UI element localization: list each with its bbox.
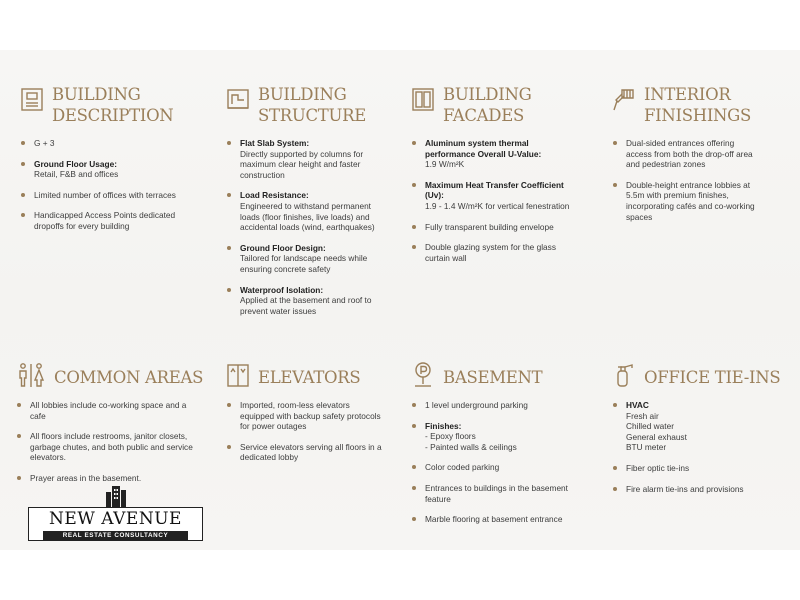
list-item (612, 463, 777, 474)
section-interior-finishings (612, 84, 762, 232)
item-text: 1 level underground parking (425, 400, 528, 410)
section-title: COMMON AREAS (54, 368, 204, 387)
list-item (226, 442, 386, 463)
list-item (411, 138, 571, 170)
section-basement (411, 360, 596, 535)
item-text: Prayer areas in the basement. (30, 472, 142, 483)
item-text: Fully transparent building envelope (425, 221, 554, 232)
item-label: Load Resistance: (240, 190, 309, 201)
list-item (411, 222, 571, 233)
logo-frame (28, 507, 203, 541)
item-text: Limited number of offices with terraces (34, 189, 176, 200)
list-item (411, 421, 596, 453)
item-text: G + 3 (34, 138, 55, 148)
list-item (411, 180, 571, 212)
item-text: Fiber optic tie-ins (626, 462, 690, 473)
item-text: Directly supported by columns for maximum clear height and faster construction (240, 148, 364, 180)
item-text: Dual-sided entrances offering access from both the drop-off area and pedestrian zones (626, 138, 753, 170)
item-label: Flat Slab System: (240, 138, 310, 148)
item-text: Double-height entrance lobbies at 5.5m with premium finishes, incorporating cafés and co-working spaces (626, 179, 755, 222)
item-list (226, 138, 391, 316)
list-item (226, 138, 391, 180)
item-list (226, 400, 386, 463)
item-text: Entrances to buildings in the basement feature (425, 482, 568, 504)
window-icon (411, 86, 435, 112)
section-title: BASEMENT (443, 368, 543, 387)
list-item (226, 400, 386, 432)
item-text: Double glazing system for the glass curtain wall (425, 242, 556, 263)
section-title: INTERIOR FINISHINGS (644, 85, 752, 125)
section-elevators (226, 360, 386, 473)
item-list (411, 138, 571, 263)
item-text: Engineered to withstand permanent loads (floor finishes, live loads) and accidental loads (wind, earthquakes) (240, 200, 375, 233)
list-item (411, 483, 596, 504)
list-item (411, 514, 596, 525)
item-text: All floors include restrooms, janitor closets, garbage chutes, and both public and service elevators. (30, 431, 193, 463)
list-item (16, 400, 201, 421)
item-text: Imported, room-less elevators equipped with backup safety protocols for power outages (240, 400, 381, 432)
building-logo-icon (104, 482, 128, 508)
item-text: Fresh air Chilled water General exhaust BTU meter (626, 410, 687, 453)
item-list (612, 138, 762, 222)
list-item (612, 138, 762, 170)
item-text: Applied at the basement and roof to prevent water issues (240, 295, 372, 316)
section-title: BUILDING FACADES (443, 85, 532, 125)
item-text: - Epoxy floors - Painted walls & ceilings (425, 431, 517, 452)
list-item (226, 190, 391, 232)
list-item (411, 242, 571, 263)
item-text: Color coded parking (425, 462, 500, 473)
fire-extinguisher-icon (612, 362, 636, 388)
list-item (226, 243, 391, 275)
blueprint-icon (226, 86, 250, 112)
list-item (612, 484, 777, 495)
item-label: Ground Floor Usage: (34, 158, 117, 169)
item-text: Service elevators serving all floors in a dedicated lobby (240, 441, 382, 463)
company-logo (28, 499, 203, 541)
list-item (16, 431, 201, 463)
section-title: ELEVATORS (258, 368, 361, 387)
item-text: Retail, F&B and offices (34, 169, 119, 180)
item-label: Finishes: (425, 420, 462, 431)
list-item (20, 138, 200, 149)
item-label: Waterproof Isolation: (240, 284, 324, 295)
item-label: Maximum Heat Transfer Coefficient (Uv): (425, 179, 564, 201)
restroom-icon (16, 362, 46, 388)
list-item (20, 190, 200, 201)
logo-tagline: REAL ESTATE CONSULTANCY (43, 531, 188, 540)
section-building-description (20, 84, 200, 242)
list-item (20, 210, 200, 231)
item-text: 1.9 - 1.4 W/m²K for vertical fenestration (425, 200, 570, 211)
item-text: 1.9 W/m²K (425, 159, 465, 170)
item-list (16, 400, 201, 484)
logo-name: NEW AVENUE (49, 509, 182, 529)
section-title: BUILDING STRUCTURE (258, 85, 366, 125)
item-text: Tailored for landscape needs while ensuring concrete safety (240, 253, 368, 274)
paint-brush-icon (612, 86, 636, 112)
section-title: OFFICE TIE-INS (644, 368, 781, 387)
building-icon (20, 86, 44, 112)
item-text: Fire alarm tie-ins and provisions (626, 483, 744, 494)
section-title: BUILDING DESCRIPTION (52, 85, 174, 125)
list-item (411, 462, 596, 473)
section-building-structure (226, 84, 391, 326)
item-list (411, 400, 596, 525)
item-list (612, 400, 777, 494)
parking-icon (411, 362, 435, 388)
section-common-areas (16, 360, 204, 494)
item-text: Handicapped Access Points dedicated dropoffs for every building (34, 210, 176, 231)
list-item (411, 400, 596, 411)
section-building-facades (411, 84, 571, 273)
elevator-icon (226, 362, 250, 388)
list-item (612, 400, 777, 453)
list-item (612, 180, 762, 222)
item-list (20, 138, 200, 232)
list-item (226, 285, 391, 317)
item-text: Marble flooring at basement entrance (425, 514, 563, 525)
section-office-tie-ins (612, 360, 781, 504)
list-item (20, 159, 200, 180)
item-label: HVAC (626, 400, 649, 410)
item-label: Ground Floor Design: (240, 242, 326, 253)
item-text: All lobbies include co-working space and a cafe (30, 400, 187, 421)
item-label: Aluminum system thermal performance Overall U-Value: (425, 138, 542, 159)
